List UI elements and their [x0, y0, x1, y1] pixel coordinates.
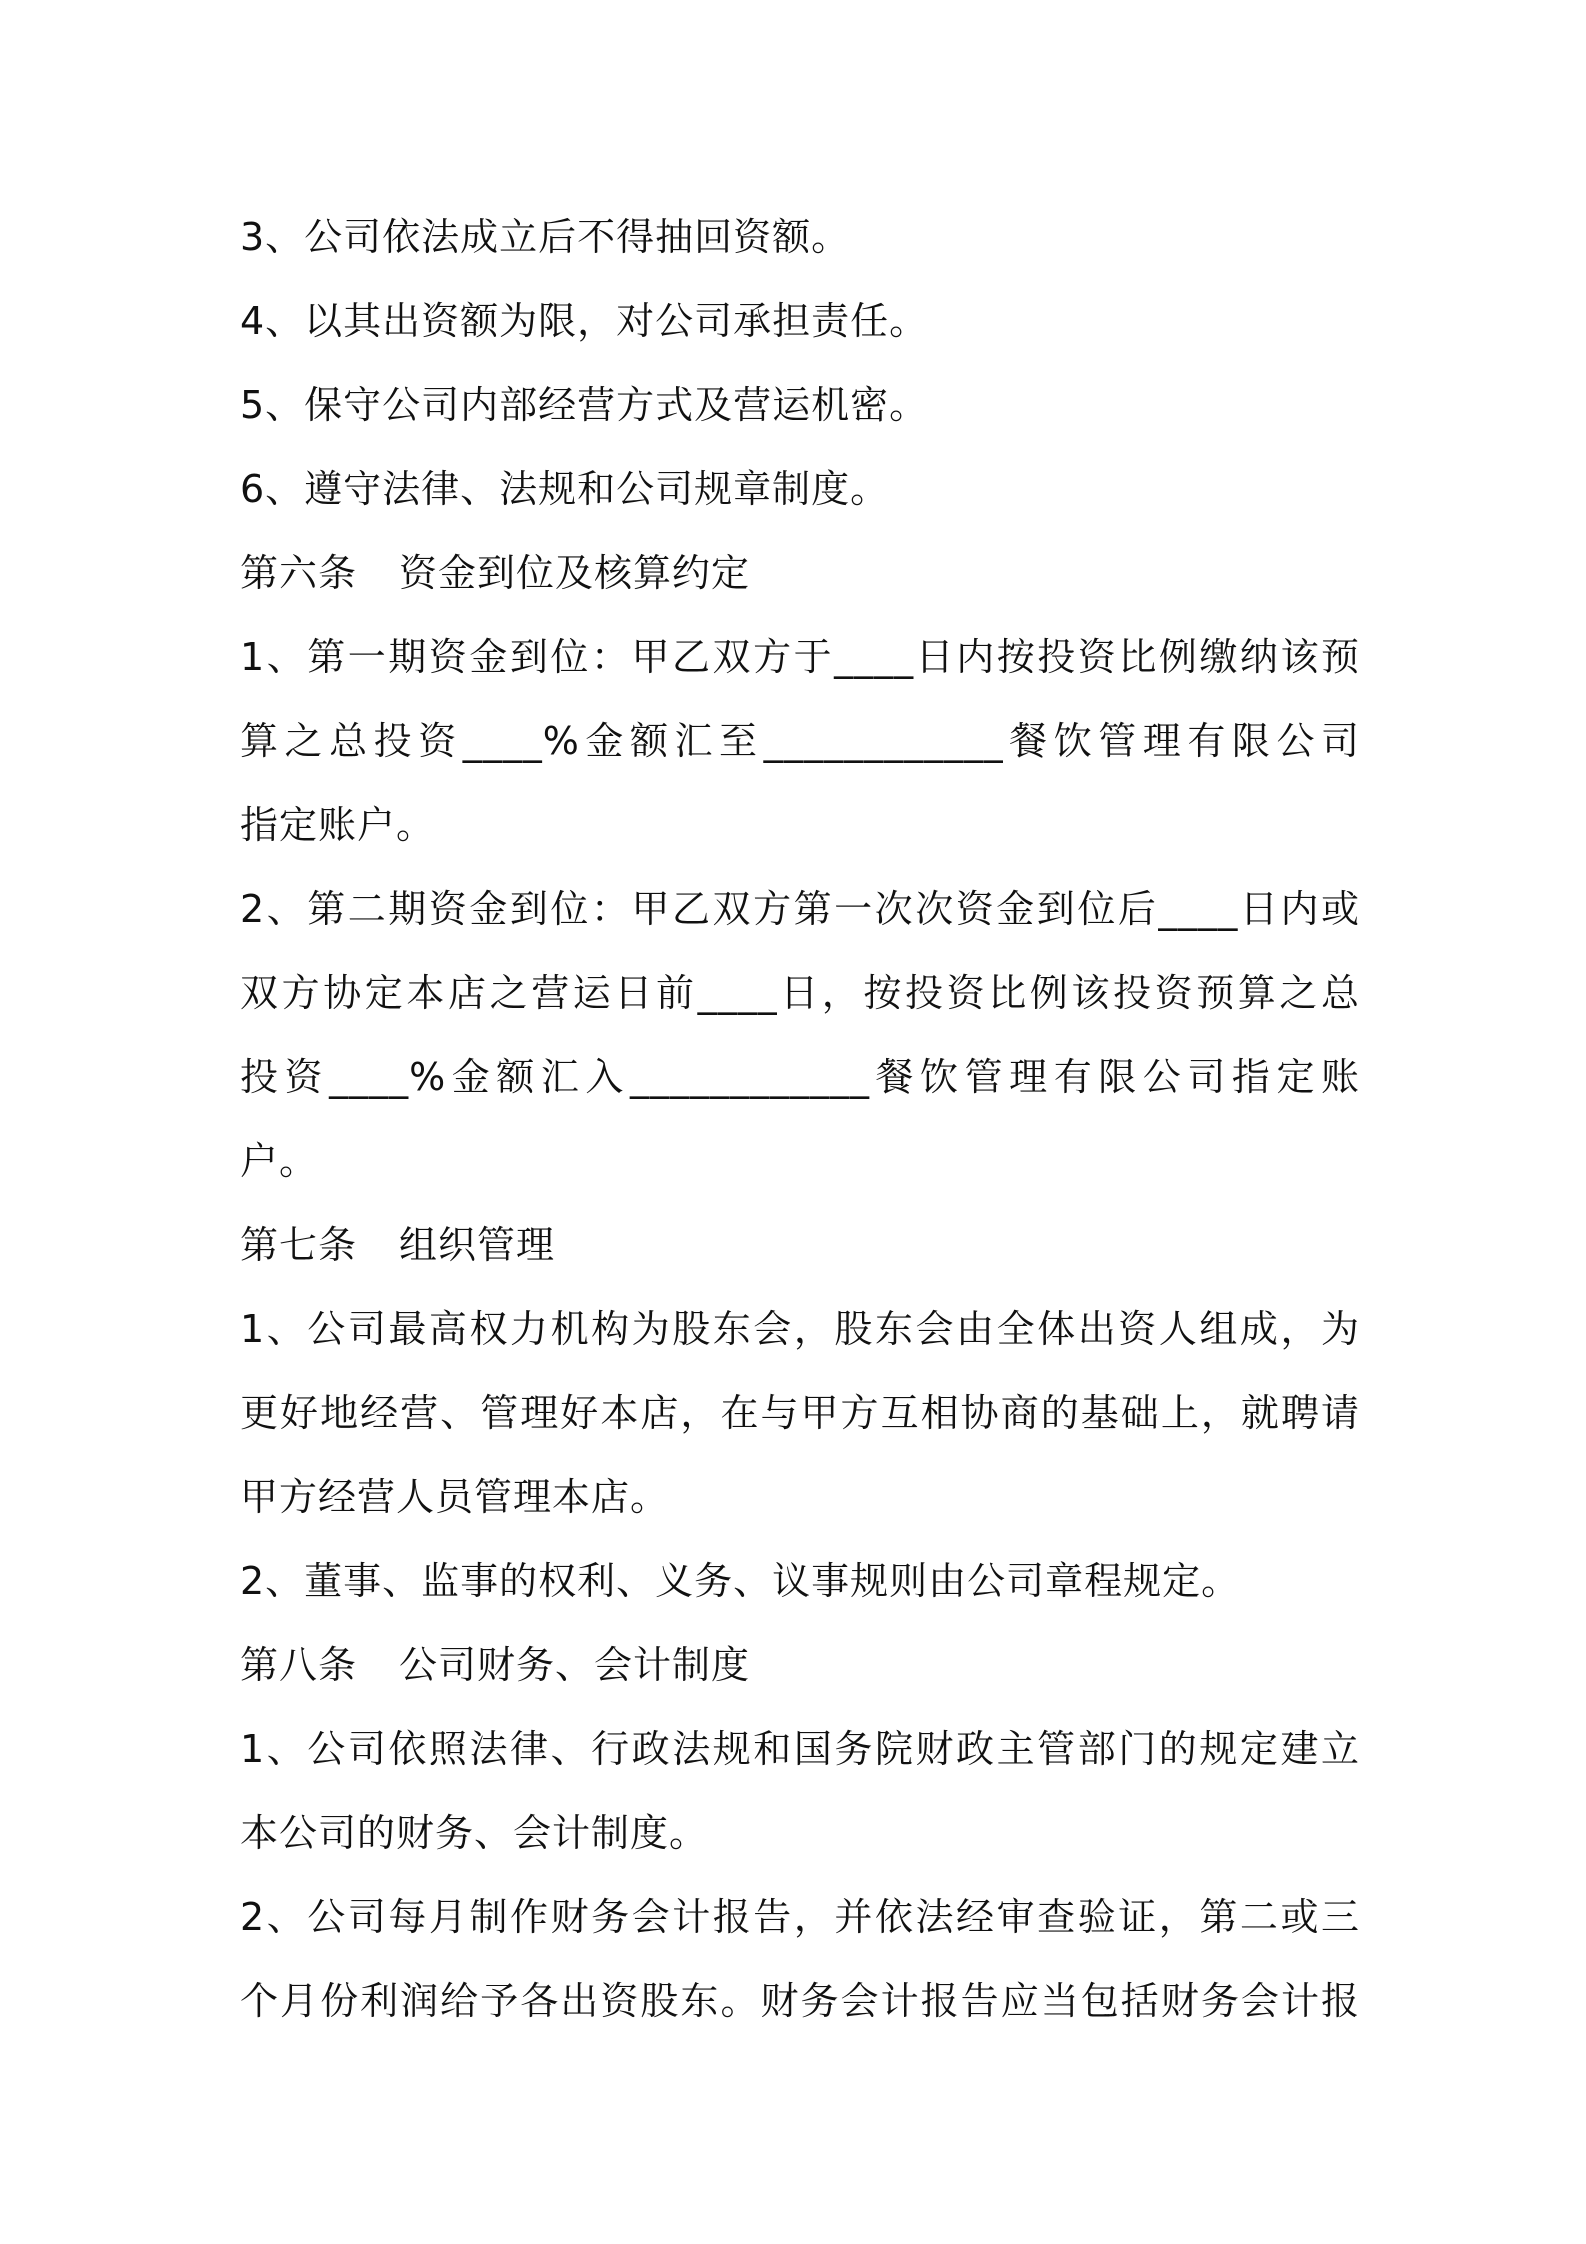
clause-line: 指定账户。 [240, 803, 436, 847]
article-number: 第八条 [240, 1643, 358, 1687]
clause-line: 1、第一期资金到位：甲乙双方于____日内按投资比例缴纳该预 [240, 635, 1360, 679]
article-title: 组织管理 [399, 1223, 556, 1267]
article-heading-6 [240, 531, 1360, 615]
clause-line: 3、公司依法成立后不得抽回资额。 [240, 215, 851, 259]
clause-line: 1、公司最高权力机构为股东会，股东会由全体出资人组成，为 [240, 1307, 1360, 1351]
clause-line: 2、第二期资金到位：甲乙双方第一次次资金到位后____日内或 [240, 887, 1360, 931]
clause-line: 个月份利润给予各出资股东。财务会计报告应当包括财务会计报 [240, 1979, 1360, 2023]
clause-line: 更好地经营、管理好本店，在与甲方互相协商的基础上，就聘请 [240, 1391, 1360, 1435]
clause-line: 2、董事、监事的权利、义务、议事规则由公司章程规定。 [240, 1559, 1241, 1603]
clause-line: 6、遵守法律、法规和公司规章制度。 [240, 467, 890, 511]
clause-line: 1、公司依照法律、行政法规和国务院财政主管部门的规定建立 [240, 1727, 1360, 1771]
clause-line: 算之总投资____%金额汇至____________餐饮管理有限公司 [240, 719, 1360, 763]
clause-line: 投资____%金额汇入____________餐饮管理有限公司指定账 [240, 1055, 1360, 1099]
article-heading-7 [240, 1203, 1360, 1287]
clause-line: 4、以其出资额为限，对公司承担责任。 [240, 299, 929, 343]
article-number: 第七条 [240, 1223, 358, 1267]
document-body [240, 195, 1360, 2043]
clause-line: 双方协定本店之营运日前____日，按投资比例该投资预算之总 [240, 971, 1360, 1015]
article-title: 资金到位及核算约定 [399, 551, 751, 595]
clause-line: 5、保守公司内部经营方式及营运机密。 [240, 383, 929, 427]
clause-line: 2、公司每月制作财务会计报告，并依法经审查验证，第二或三 [240, 1895, 1360, 1939]
article-title: 公司财务、会计制度 [399, 1643, 751, 1687]
article-heading-8 [240, 1623, 1360, 1707]
clause-line: 本公司的财务、会计制度。 [240, 1811, 709, 1855]
clause-line: 甲方经营人员管理本店。 [240, 1475, 670, 1519]
article-number: 第六条 [240, 551, 358, 595]
clause-line: 户。 [240, 1139, 319, 1183]
